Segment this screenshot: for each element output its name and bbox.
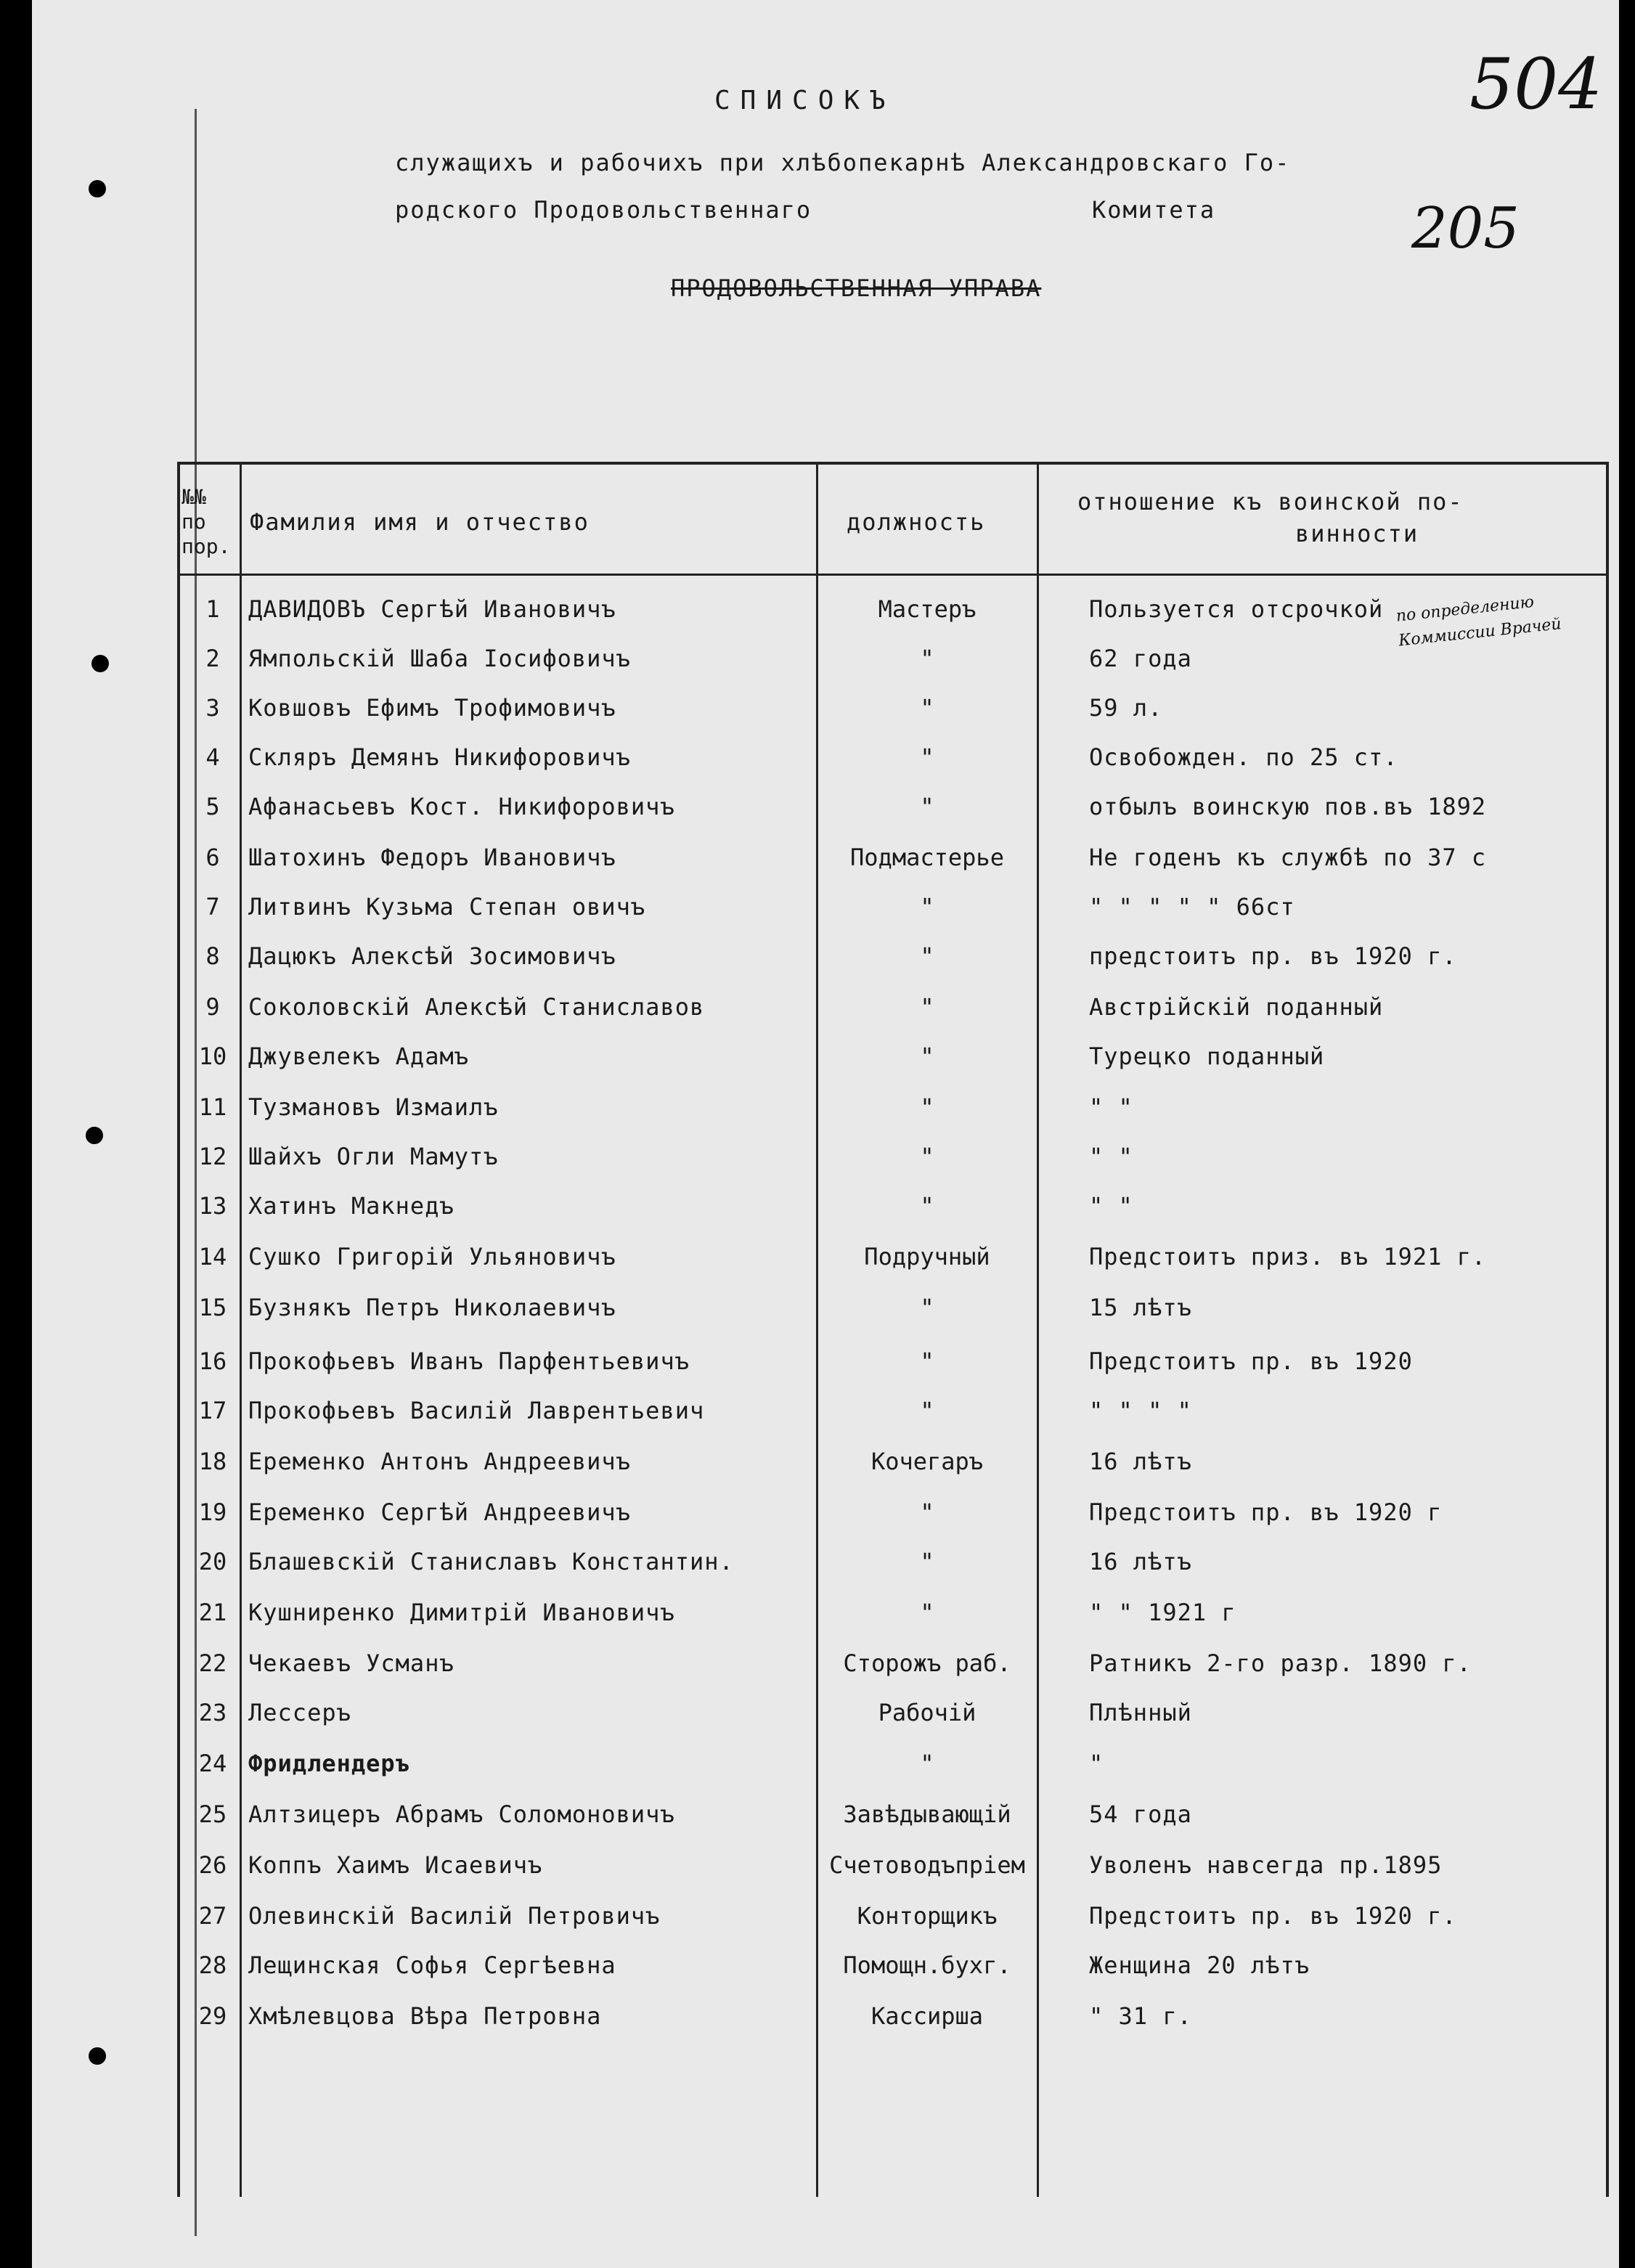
military-service-status: 16 лѣтъ (1089, 1548, 1192, 1575)
military-service-status: " " (1089, 1093, 1133, 1121)
heading-line-2b: Комитета (1092, 196, 1216, 224)
row-number: 2 (205, 645, 220, 672)
employee-name: Лещинская Софья Сергѣевна (248, 1951, 616, 1979)
employee-name: Соколовскій Алексѣй Станиславов (248, 993, 705, 1021)
military-service-status: 62 года (1089, 645, 1192, 672)
employee-name: Чекаевъ Усманъ (248, 1649, 454, 1677)
page-number-handwritten: 504 (1469, 44, 1603, 125)
binding-hole (86, 1127, 103, 1144)
document-page (32, 0, 1619, 2268)
military-service-status: Предстоитъ пр. въ 1920 (1089, 1347, 1413, 1375)
row-number: 23 (198, 1699, 227, 1726)
employee-position: " (920, 694, 934, 722)
position-column-divider (1037, 462, 1039, 2197)
row-number: 15 (198, 1294, 227, 1321)
military-service-status: Освобожден. по 25 ст. (1089, 743, 1398, 771)
employee-position: " (920, 1192, 934, 1220)
row-number: 11 (198, 1093, 227, 1121)
military-service-status: " " 1921 г (1089, 1599, 1236, 1626)
employee-name: Лессеръ (248, 1699, 351, 1726)
binding-hole (89, 180, 106, 197)
military-service-status: отбылъ воинскую пов.въ 1892 (1089, 793, 1487, 820)
employee-position: " (920, 743, 934, 771)
row-number: 27 (198, 1902, 227, 1930)
military-service-status: 15 лѣтъ (1089, 1294, 1192, 1321)
employee-position: Помощн.бухг. (843, 1951, 1011, 1979)
employee-name: Фридлендеръ (248, 1750, 410, 1777)
row-number: 8 (205, 942, 220, 970)
military-service-status: Предстоитъ пр. въ 1920 г. (1089, 1902, 1457, 1930)
military-service-status: Не годенъ къ службѣ по 37 с (1089, 844, 1487, 871)
row-number: 12 (198, 1143, 227, 1170)
row-1-handwritten-note: по определению Коммиссии Врачей (1395, 592, 1562, 650)
employee-name: Тузмановъ Измаилъ (248, 1093, 499, 1121)
struck-heading: ПРОДОВОЛЬСТВЕННАЯ УПРАВА (671, 274, 1042, 302)
row-number: 20 (198, 1548, 227, 1575)
table-top-border (177, 462, 1609, 465)
row-number: 26 (198, 1851, 227, 1879)
employee-name: Ковшовъ Ефимъ Трофимовичъ (248, 694, 616, 722)
employee-name: Ямпольскій Шаба Іосифовичъ (248, 645, 631, 672)
employee-name: Еременко Сергѣй Андреевичъ (248, 1498, 631, 1526)
row-number: 25 (198, 1800, 227, 1828)
row-number: 3 (205, 694, 220, 722)
military-service-status: Пользуется отсрочкой (1089, 595, 1384, 623)
military-service-status: " 31 г. (1089, 2002, 1192, 2030)
employee-position: Подручный (864, 1243, 990, 1270)
header-num: №№ по пор. (182, 485, 231, 558)
employee-position: Кассирша (870, 2002, 984, 2030)
employee-name: Шайхъ Огли Мамутъ (248, 1143, 499, 1170)
row-number: 6 (205, 844, 220, 871)
employee-position: " (920, 942, 934, 970)
header-position: должность (847, 508, 986, 536)
employee-position: " (920, 1043, 934, 1070)
employee-position: Счетоводъпріем (829, 1851, 1025, 1879)
header-name: Фамилия имя и отчество (250, 508, 590, 536)
employee-name: Блашевскій Станиславъ Константин. (248, 1548, 734, 1575)
sheet-number-handwritten: 205 (1411, 196, 1520, 261)
employee-position: " (920, 1498, 934, 1526)
row-number: 1 (205, 595, 220, 623)
military-service-status: Женщина 20 лѣтъ (1089, 1951, 1310, 1979)
military-service-status: 54 года (1089, 1800, 1192, 1828)
employee-position: " (920, 1347, 934, 1375)
row-number: 13 (198, 1192, 227, 1220)
employee-position: Сторожъ раб. (843, 1649, 1011, 1677)
military-service-status: Ратникъ 2-го разр. 1890 г. (1089, 1649, 1472, 1677)
employee-position: " (920, 893, 934, 921)
military-service-status: " " (1089, 1192, 1133, 1220)
employee-position: Мастеръ (878, 595, 976, 623)
row-number: 9 (205, 993, 220, 1021)
employee-name: Хатинъ Макнедъ (248, 1192, 454, 1220)
employee-name: Дацюкъ Алексѣй Зосимовичъ (248, 942, 616, 970)
employee-name: ДАВИДОВЪ Сергѣй Ивановичъ (248, 595, 616, 623)
row-number: 22 (198, 1649, 227, 1677)
employee-position: " (920, 993, 934, 1021)
military-service-status: Турецко поданный (1089, 1043, 1325, 1070)
military-service-status: Предстоитъ пр. въ 1920 г (1089, 1498, 1443, 1526)
employee-name: Джувелекъ Адамъ (248, 1043, 469, 1070)
num-column-divider (240, 462, 242, 2197)
employee-position: " (920, 1599, 934, 1626)
employee-position: " (920, 1750, 934, 1777)
table-left-border (177, 462, 180, 2197)
row-number: 16 (198, 1347, 227, 1375)
employee-name: Бузнякъ Петръ Николаевичъ (248, 1294, 616, 1321)
row-number: 5 (205, 793, 220, 820)
header-service-1: отношение къ воинской по- (1077, 488, 1464, 515)
employee-position: Завѣдывающій (843, 1800, 1011, 1828)
employee-name: Прокофьевъ Иванъ Парфентьевичъ (248, 1347, 690, 1375)
row-number: 7 (205, 893, 220, 921)
military-service-status: Австрійскій поданный (1089, 993, 1384, 1021)
employee-position: " (920, 645, 934, 672)
row-number: 19 (198, 1498, 227, 1526)
document-title: СПИСОКЪ (714, 86, 896, 115)
employee-name: Сушко Григорій Ульяновичъ (248, 1243, 616, 1270)
row-number: 17 (198, 1397, 227, 1424)
row-number: 18 (198, 1448, 227, 1475)
employee-name: Кушниренко Димитрій Ивановичъ (248, 1599, 675, 1626)
employee-position: " (920, 1294, 934, 1321)
employee-name: Олевинскій Василій Петровичъ (248, 1902, 661, 1930)
military-service-status: Уволенъ навсегда пр.1895 (1089, 1851, 1443, 1879)
employee-name: Алтзицеръ Абрамъ Соломоновичъ (248, 1800, 675, 1828)
employee-name: Афанасьевъ Кост. Никифоровичъ (248, 793, 675, 820)
row-number: 29 (198, 2002, 227, 2030)
military-service-status: " " " " " 66ст (1089, 893, 1295, 921)
table-right-border (1606, 462, 1609, 2197)
binding-hole (89, 2047, 106, 2065)
employee-position: Кочегаръ (870, 1448, 984, 1475)
employee-name: Шатохинъ Федоръ Ивановичъ (248, 844, 616, 871)
row-number: 4 (205, 743, 220, 771)
row-number: 14 (198, 1243, 227, 1270)
heading-line-2a: родского Продовольственнаго (395, 196, 812, 224)
military-service-status: Предстоитъ приз. въ 1921 г. (1089, 1243, 1487, 1270)
employee-position: " (920, 1397, 934, 1424)
heading-line-1: служащихъ и рабочихъ при хлѣбопекарнѣ Александровскаго Го- (395, 149, 1291, 176)
employee-position: " (920, 793, 934, 820)
employee-position: " (920, 1548, 934, 1575)
employee-name: Еременко Антонъ Андреевичъ (248, 1448, 631, 1475)
header-service-2: винности (1295, 520, 1419, 547)
military-service-status: 59 л. (1089, 694, 1163, 722)
military-service-status: предстоитъ пр. въ 1920 г. (1089, 942, 1457, 970)
row-number: 24 (198, 1750, 227, 1777)
military-service-status: " " " " (1089, 1397, 1192, 1424)
employee-position: " (920, 1093, 934, 1121)
employee-position: Рабочій (878, 1699, 976, 1726)
employee-name: Коппъ Хаимъ Исаевичъ (248, 1851, 543, 1879)
military-service-status: " (1089, 1750, 1104, 1777)
row-number: 28 (198, 1951, 227, 1979)
employee-position: Подмастерье (850, 844, 1004, 871)
employee-name: Хмѣлевцова Вѣра Петровна (248, 2002, 602, 2030)
row-number: 21 (198, 1599, 227, 1626)
employee-name: Скляръ Демянъ Никифоровичъ (248, 743, 631, 771)
military-service-status: " " (1089, 1143, 1133, 1170)
employee-name: Прокофьевъ Василій Лаврентьевич (248, 1397, 705, 1424)
employee-position: " (920, 1143, 934, 1170)
employee-name: Литвинъ Кузьма Степан овичъ (248, 893, 646, 921)
row-number: 10 (198, 1043, 227, 1070)
employee-position: Конторщикъ (857, 1902, 998, 1930)
military-service-status: 16 лѣтъ (1089, 1448, 1192, 1475)
header-bottom-border (177, 574, 1609, 576)
binding-hole (91, 655, 109, 672)
military-service-status: Плѣнный (1089, 1699, 1192, 1726)
name-column-divider (816, 462, 818, 2197)
